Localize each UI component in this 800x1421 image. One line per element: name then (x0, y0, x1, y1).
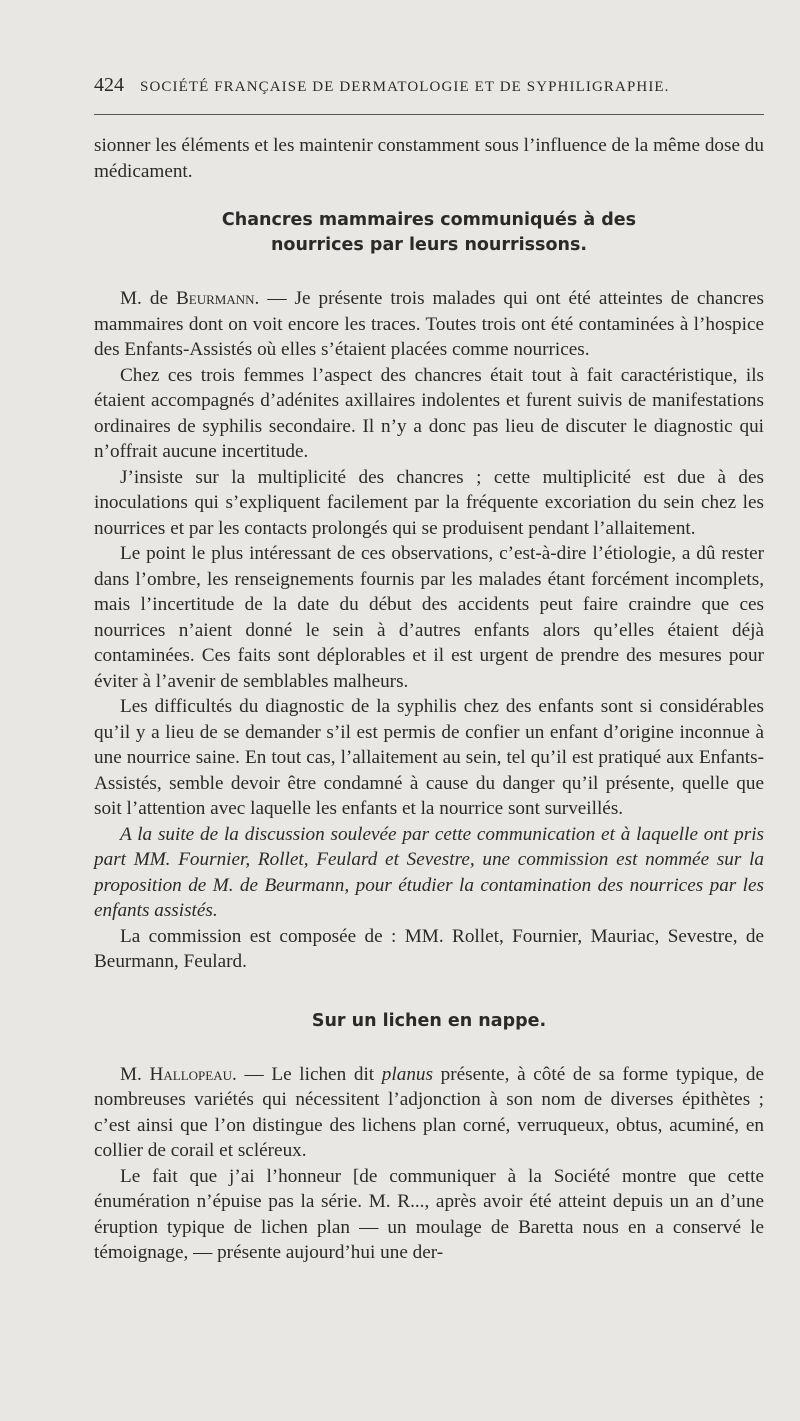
speaker-name: Beurmann. (175, 288, 260, 309)
page-number: 424 (94, 74, 124, 96)
paragraph-text: — Je présente trois malades qui ont été atteintes de chancres mammaires dont on voit encore les traces. Toutes trois ont été contaminées à l’hospice des Enfants-Assistés où elles s’étaient placées comme nourrices. (94, 288, 764, 360)
paragraph: J’insiste sur la multiplicité des chancres ; cette multiplicité est due à des inoculations qui s’expliquent facilement par la fréquente excoriation du sein chez les nourrices et par les contacts prolongés qui se produisent pendant l’allaitement. (94, 466, 764, 539)
italic-paragraph: A la suite de la discussion soulevée par cette communication et à laquelle ont pris part MM. Fournier, Rollet, Feulard et Sevestre, une commission est nommée sur la proposition de M. de Beurmann, pour étudier la contamination des nourrices par les enfants assistés. (94, 823, 764, 921)
running-header (94, 74, 764, 100)
paragraph (94, 286, 764, 363)
paragraph: La commission est composée de : MM. Rollet, Fournier, Mauriac, Sevestre, de Beurmann, Feulard. (94, 925, 764, 972)
italic-term: planus (381, 1063, 433, 1085)
section-title-line-1: Chancres mammaires communiqués à des (221, 210, 637, 230)
paragraph: Le point le plus intéressant de ces observations, c’est-à-dire l’étiologie, a dû rester dans l’ombre, les renseignements fournis par les malades étant forcément incomplets, mais l’incertitude de la date du début des accidents peut faire craindre que ces nourrices n’aient donné le sein à d’autres enfants alors qu’elles étaient déjà contaminées. Ces faits sont déplorables et il est urgent de prendre des mesures pour éviter à l’avenir de semblables malheurs. (94, 543, 764, 692)
section-title-chancres (94, 208, 764, 258)
section-title-line-2: nourrices par leurs nourrissons. (270, 235, 588, 255)
paragraph: Les difficultés du diagnostic de la syphilis chez des enfants sont si considérables qu’il y a lieu de se demander s’il est permis de confier un enfant d’origine inconnue à une nourrice saine. En tout cas, l’allaitement au sein, tel qu’il est pratiqué aux Enfants-Assistés, semble devoir être condamné à cause du danger qu’il présente, quelle que soit l’attention avec laquelle les enfants et la nourrice sont surveillés. (94, 696, 764, 819)
header-rule (94, 114, 764, 115)
paragraph: Le fait que j’ai l’honneur [de communiquer à la Société montre que cette énumération n’épuise pas la série. M. R..., après avoir été atteint depuis un an d’une éruption typique de lichen plan — un moulage de Baretta nous en a conservé le témoignage, — présente aujourd’hui une der- (94, 1165, 764, 1263)
paragraph (94, 1062, 764, 1164)
section-title-lichen: Sur un lichen en nappe. (311, 1010, 547, 1031)
paragraph-text: — Le lichen dit (236, 1063, 382, 1085)
continuation-paragraph: sionner les éléments et les maintenir constamment sous l’influence de la même dose du médicament. (94, 135, 764, 182)
body-text (94, 133, 764, 1266)
journal-title: SOCIÉTÉ FRANÇAISE DE DERMATOLOGIE ET DE SYPHILIGRAPHIE. (140, 79, 670, 95)
speaker-name: Hallopeau. (149, 1063, 237, 1085)
paragraph-text: présente, à côté de sa forme typique, de nombreuses variétés qui nécessitent l’adjonction à son nom de diverses épithètes ; c’est ainsi que l’on distingue des lichens plan corné, verruqueux, obtus, acuminé, en collier de corail et scléreux. (94, 1063, 765, 1161)
speaker-prefix: M. de (120, 288, 176, 309)
paragraph: Chez ces trois femmes l’aspect des chancres était tout à fait caractéristique, ils étaient accompagnés d’adénites axillaires indolentes et furent suivis de manifestations ordinaires de syphilis secondaire. Il n’y a donc pas lieu de discuter le diagnostic qui n’offrait aucune incertitude. (94, 364, 764, 462)
speaker-prefix: M. (120, 1063, 150, 1085)
